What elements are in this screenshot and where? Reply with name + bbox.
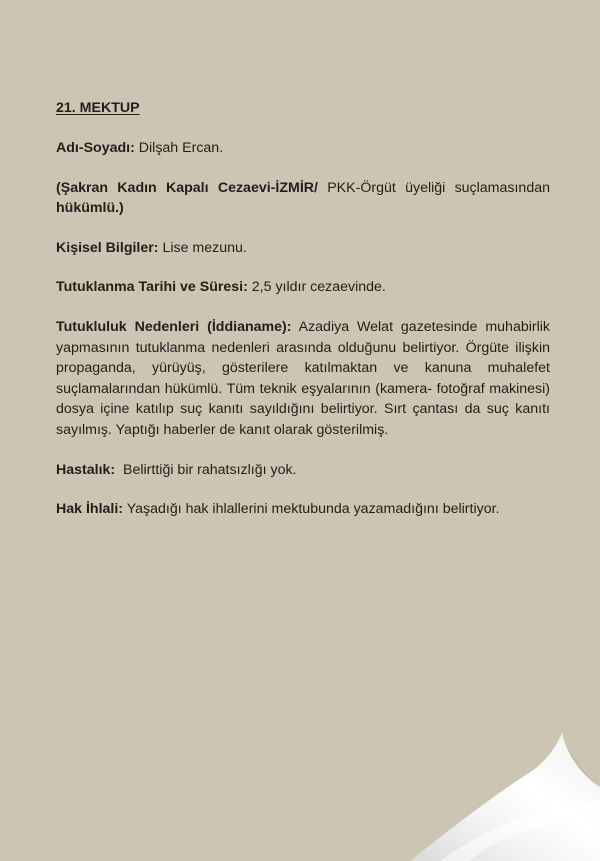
page-curl-icon[interactable] bbox=[410, 721, 600, 861]
field-detention-reasons-value: Azadiya Welat gazetesinde muhabirlik yapmasının tutuklanma nedenleri arasında olduğunu belirtiyor. Örgüte ilişkin propaganda, yürüyüş, gösterilere katılmaktan ve kanuna muhalefet suçlamalarından hükümlü. Tüm teknik eşyalarının (kamera- fotoğraf makinesi) dosya içine katılıp suç kanıtı sayıldığını belirtiyor. Sırt çantası da suç kanıtı sayılmış. Yaptığı haberler de kanıt olarak gösterilmiş. bbox=[56, 319, 550, 439]
letter-title: 21. MEKTUP bbox=[56, 100, 140, 116]
field-prison bbox=[56, 178, 550, 219]
field-personal-info-label: Kişisel Bilgiler: bbox=[56, 239, 159, 256]
field-illness bbox=[56, 460, 550, 481]
field-prison-value: PKK-Örgüt üyeliği suçlamasından bbox=[317, 179, 550, 196]
field-personal-info-value: Lise mezunu. bbox=[158, 239, 247, 256]
field-name-value: Dilşah Ercan. bbox=[134, 140, 224, 157]
field-illness-value: Belirttiği bir rahatsızlığı yok. bbox=[115, 461, 297, 478]
field-detention-reasons-label: Tutukluluk Nedenleri (İddianame): bbox=[56, 319, 292, 336]
field-name-label: Adı-Soyadı: bbox=[56, 140, 135, 157]
field-arrest-date-label: Tutuklanma Tarihi ve Süresi: bbox=[56, 279, 248, 296]
field-rights-violation-label: Hak İhlali: bbox=[56, 501, 124, 518]
field-arrest-date bbox=[56, 277, 550, 298]
field-rights-violation bbox=[56, 499, 550, 520]
document-page bbox=[56, 98, 550, 539]
field-rights-violation-value: Yaşadığı hak ihlallerini mektubunda yazamadığını belirtiyor. bbox=[123, 501, 500, 518]
field-detention-reasons bbox=[56, 317, 550, 441]
field-name bbox=[56, 138, 550, 159]
field-illness-label: Hastalık: bbox=[56, 461, 116, 478]
field-prison-label-suffix: hükümlü.) bbox=[56, 200, 124, 217]
field-personal-info bbox=[56, 238, 550, 259]
field-arrest-date-value: 2,5 yıldır cezaevinde. bbox=[247, 279, 386, 296]
field-prison-label: (Şakran Kadın Kapalı Cezaevi-İZMİR/ bbox=[56, 179, 318, 196]
